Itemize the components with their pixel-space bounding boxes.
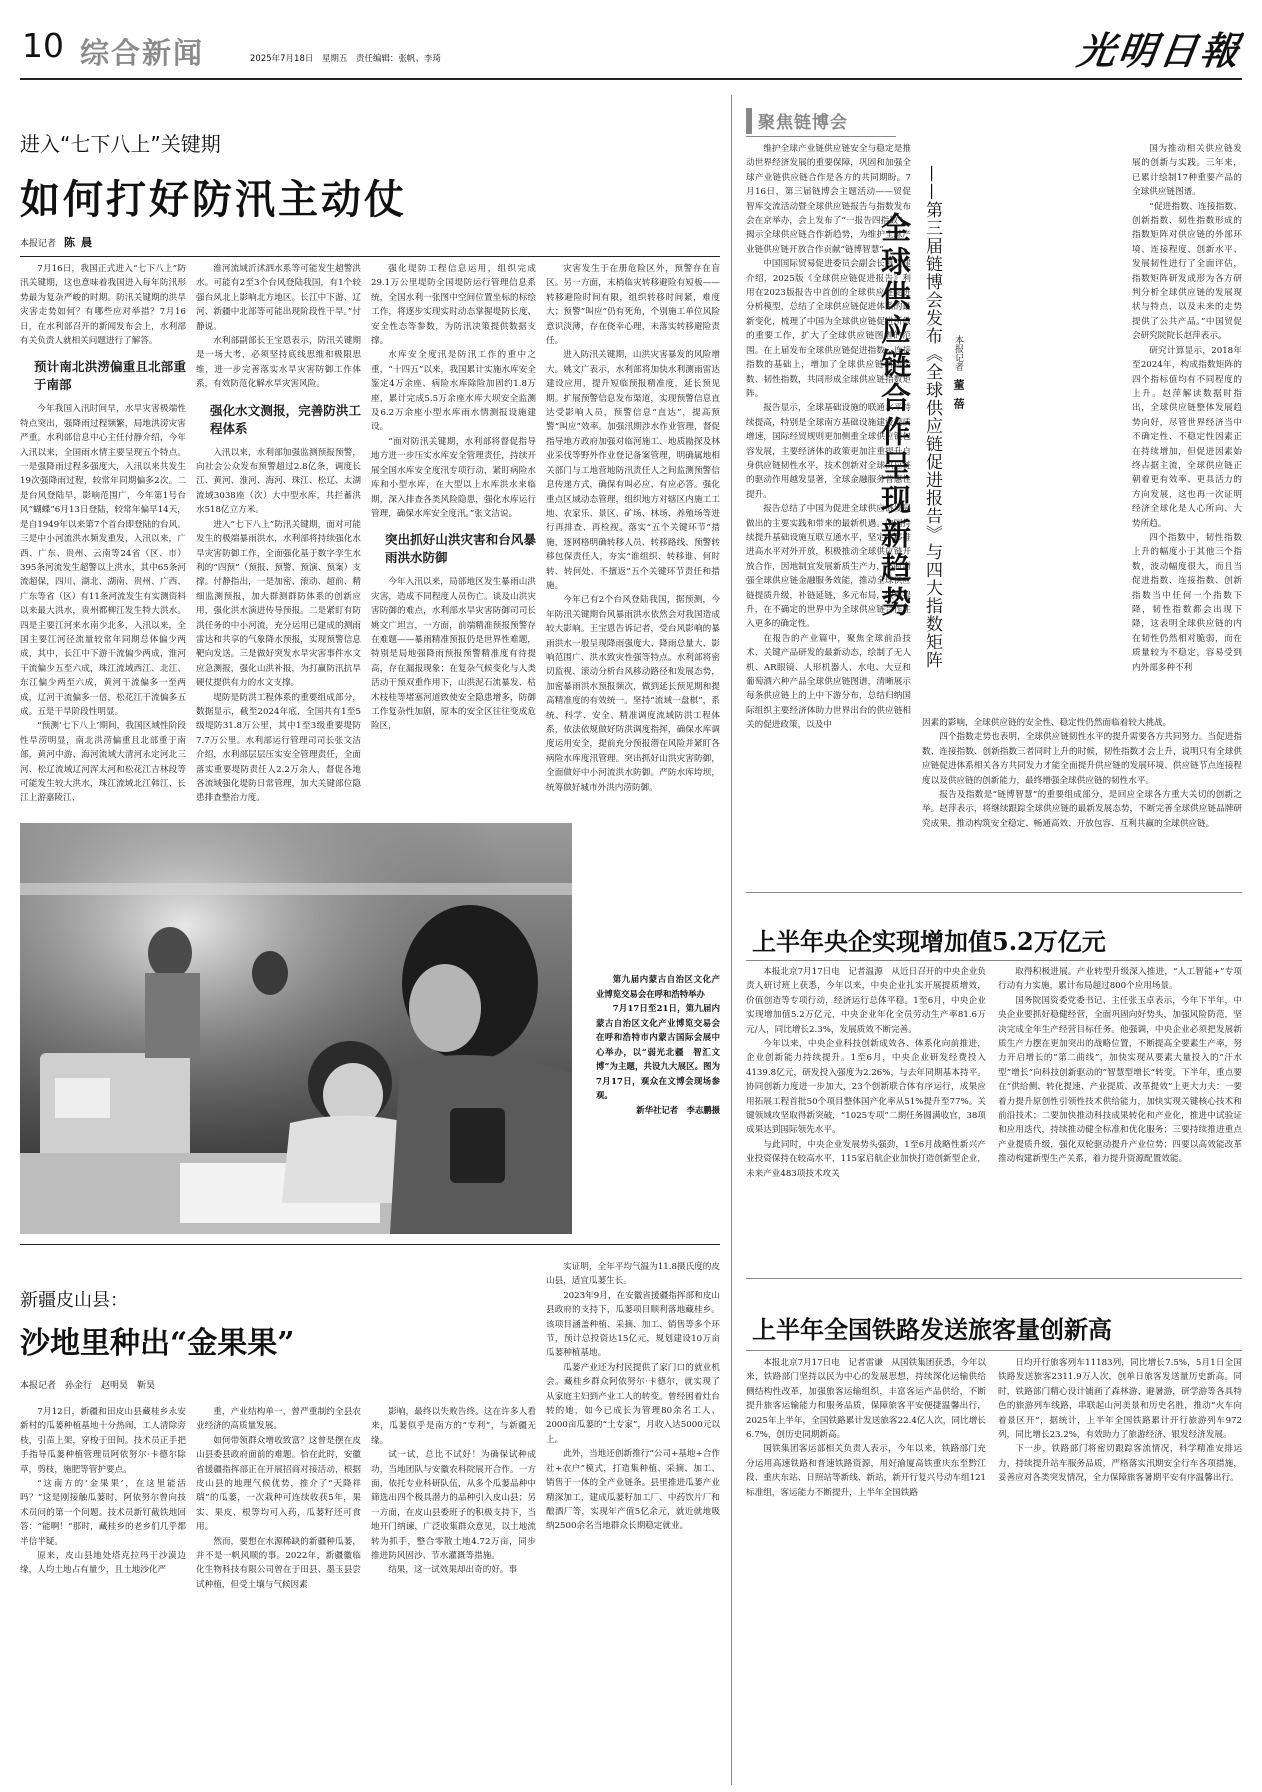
photo-background-person-body	[145, 973, 200, 1058]
paragraph: 结果，这一试效果却出奇的好。事	[388, 1565, 518, 1576]
rail-top-rule	[746, 1278, 1242, 1279]
paragraph: 灾害发生于在册危险区外，预警存在盲区。另一方面，末梢临灾转移避险有短板——转移避险时间有限，组织转移时间紧，难度大；预警“叫应”仍有死角，个别施工单位风险意识淡薄，存在侥幸心理，未落实转移避险责任。	[546, 264, 720, 347]
photo-caption-title: 第九届内蒙古自治区文化产业博览交易会在呼和浩特举办	[596, 974, 720, 999]
paragraph: 报告总结了中国为促进全球供应链发展做出的主要实践和带来的最新机遇。中国持续提升基础设施互联互通水平，坚定不移推进高水平对外开放，积极推动全球供应链开放合作，因地制宜发展新质生产力，不断增强全球供应链金融服务效能，推动全球供应链提质升级，补链延链，多元布局，效率提升，在不确定的世界中为全球供应链合作注入更多的确定性。	[746, 504, 911, 630]
photo-illustration	[20, 823, 572, 1234]
paragraph: 7月12日，新疆和田皮山县藏桂乡永安新村的瓜蒌种植基地十分热闹，工人清除旁枝，引苗上架，穿梭于田间。技术员正手把手指导瓜蒌种植管理员阿依努尔·卡德尔除草，剪枝，施肥等管护要点。	[20, 1407, 186, 1475]
paragraph: 强化堤防工程信息运用，组织完成29.1万公里堤防全国堤防运行管理信息系统，全国水利一张图中空间位置坐标的标绘工作，将逐步实现实时动态掌握堤防长度、安全性态等参数，为防汛决策提供数据支撑。	[371, 264, 536, 347]
paragraph: 因素的影响，全球供应链的安全性、稳定性仍然面临着较大挑战。	[922, 718, 1172, 728]
focus-tag	[746, 108, 906, 134]
paragraph: 中国国际贸易促进委员会副会长聂文建介绍，2025版《全球供应链促进报告》利用在2023版报告中首创的全球供应链促进分析模型，总结了全球供应链促进体系的最新变化，梳理了中国为全球供应链促进所做的重要工作，扩大了全球供应链图谱的范围。在上届发布全球供应链促进指数、连接指数的基础上，增加了全球供应链创新指数、韧性指数，共同形成全球供应链指数矩阵。	[746, 259, 911, 399]
xinjiang-column-3	[371, 1405, 536, 1785]
paragraph: 报告显示，全球基础设施的联通水平持续提高，特别是全球南方基础设施建设提质增速，国际经贸规则更加侧重全球供应链包容发展，主要经济体的政策更加注重提升自身供应链韧性水平，技术创新对全球供应链的驱动作用越发显著，全球金融服务普惠性提升。	[746, 403, 911, 500]
paragraph: 水库安全度汛是防汛工作的重中之重，“十四五”以来，我国累计实施水库安全鉴定4万余座、病险水库除险加固约1.8万座，累计完成5.5万余座水库大坝安全监测及6.2万余座小型水库雨水情测报设施建设。	[371, 350, 536, 433]
soe-headline: 上半年央企实现增加值5.2万亿元	[752, 927, 1106, 956]
paragraph: “促进指数、连接指数、创新指数、韧性指数形成的指数矩阵对供应链的外部环境、连接程度、创新水平、发展韧性进行了全面评估，指数矩阵研发成形为各方研判分析全球供应链的发展现状与特点，以及未来的走势提供了公共产品。”中国贸促会研究院院长赵萍表示。	[1132, 201, 1242, 342]
paragraph: 2023年9月，在安徽省援疆指挥部和皮山县政府的支持下，瓜蒌项目顺利落地藏桂乡。该项目涵盖种植、采摘、加工、销售等多个环节，预计总投资达15亿元，规划建设10万亩瓜蒌种植基地。	[546, 1290, 720, 1359]
rail-column-2	[998, 1356, 1242, 1786]
byline-name: 陈晨	[64, 236, 99, 249]
photo-phone	[450, 1108, 505, 1183]
supply-column-2-top	[1132, 142, 1242, 675]
flood-column-3	[371, 262, 536, 805]
xinjiang-column-4	[546, 1260, 720, 1785]
paragraph: 四个指数中，韧性指数上升的幅度小于其他三个指数，波动幅度很大，而且当促进指数、连接指数、创新指数当中任何一个指数下降，韧性指数都会出现下降，这表明全球供应链的内在韧性仍然相对脆弱，而在质量较为不稳定，容易受到内外部多种不利	[1132, 532, 1242, 673]
flood-headline: 如何打好防汛主动仗	[20, 176, 407, 223]
supply-subtitle: ——第三届链博会发布《全球供应链促进报告》与四大指数矩阵	[922, 165, 942, 669]
flood-divider	[20, 256, 720, 257]
paragraph: 报告及指数是“链博智慧”的重要组成部分，是回应全球各方重大关切的创新之举。赵萍表示，将继续跟踪全球供应链的最新发展态势，不断完善全球供应链品牌研究成果，推动构筑安全稳定、畅通高效、开放包容、互利共赢的全球供应链。	[922, 790, 1242, 829]
soe-headline-rule	[746, 960, 1242, 961]
paragraph: 如何带领群众增收致富？这曾是摆在皮山县委县政府面前的难题。恰在此时，安徽省援疆指挥部正在开展招商对接活动，根据皮山县的地理气候优势，推介了“天降祥瑞”的瓜蒌，一次栽种可连续收获5年，果实、果皮、根等均可入药，瓜蒌籽还可食用。	[196, 1435, 361, 1533]
byline-label: 本报记者	[953, 335, 963, 371]
rail-headline-rule	[746, 1350, 1242, 1351]
paragraph: 进入“七下八上”防汛关键期，面对可能发生的极端暴雨洪水，水利部将持续强化水旱灾害防御工作，全面强化基于数字孪生水利的“四预”（预报、预警、预演、预案）支撑。付静指出，一是加密、滚动、超前、精细监测预报，加大群测群防体系的创新应用，强化洪水演进传导预报。二是紧盯有防洪任务的中小河流，充分运用已建成的测雨雷达和共享的气象降水预报，实现预警信息靶向发送。三是做好突发水旱灾害事件水文应急测报，强化山洪补报，为打赢防汛抗旱硬仗提供有力的水文支撑。	[196, 519, 361, 689]
paragraph: 进入防汛关键期，山洪灾害暴发的风险增大。姚文广表示，水利部将加快水利测雨雷达建设应用，提升短临预报精准度，延长预见期。扩展预警信息发布渠道，实现预警信息直达受影响人员，预警信息“直达”，提高预警“叫应”效率。加强汛期涉水作业管理，督促指导地方政府加强对临河施工、地质勘探及林业采伐等野外作业登记备案管理，明确属地相关部门与工地营地防汛责任人之间监测预警信息传递方式，确保有叫必应、有应必答。强化重点区域动态管理，组织地方对辖区内施工工地、农家乐、景区、矿场、林场、养殖场等进行再排查、再检视。落实“五个关键环节”措施，逐网格明确转移人员、转移路线、预警转移包保责任人，夯实“谁组织、转移谁、何时转、转何处、不擅返”五个关键环节责任和措施。	[546, 350, 720, 591]
photo-caption-text: 7月17日至21日，第九届内蒙古自治区文化产业博览交易会在呼和浩特市内蒙古国际会展中心举办，以“弱光北疆 智汇文博”为主题，共设九大展区。图为7月17日，观众在文博会现场参观。	[596, 1003, 720, 1100]
newspaper-logo: 光明日報	[1074, 28, 1245, 73]
focus-tag-rule	[746, 136, 896, 137]
half-page-divider	[731, 95, 732, 1785]
supply-column-2-bottom	[922, 716, 1242, 878]
paragraph: 瓜蒌产业还为村民提供了家门口的就业机会。藏桂乡群众阿依努尔·卡德尔，就实现了从家庭主妇到产业工人的转变。曾经困着灶台转的她，如今已成长为管理80余名工人、2000亩瓜蒌的“土专家”，月收入达5000元以上。	[546, 1362, 720, 1445]
focus-tag-label: 聚焦链博会	[758, 113, 848, 133]
paragraph: 今年以来，中央企业科技创新成效各、体系化向前推进，企业创新能力持续提升。1至6月，中央企业研发经费投入4139.8亿元，研发投入强度为2.26%，与去年同期基本持平。协同创新力度进一步加大，23个创新联合体有序运行，成果应用拓展工程首批50个项目整体国产化率从51%提升至77%。关键领域攻坚取得新突破，“1025专项”二期任务圆满收官，38项成果达到国际领先水平。	[746, 1039, 986, 1136]
paragraph: 研究计算显示，2018年至2024年，构成指数矩阵的四个指标值均有不同程度的上升。赵萍解读数据时指出，全球供应链整体发展趋势向好，尽管世界经济当中不确定性、不稳定性因素正在持续增加，但促进因素始终占据主流，全球供应链正朝着更有效率、更具活力的方向发展，这也再一次证明经济全球化是人心所向、大势所趋。	[1132, 345, 1242, 529]
paragraph: “面对防汛关键期，水利部将督促指导地方进一步压实水库安全管理责任，持续开展全国水库安全度汛专项行动，紧盯病险水库和小型水库，在大型以上水库洪水来临期，深入排查各类风险隐患，强化水库运行管理，确保水库安全度汛。”张文洁说。	[371, 436, 536, 519]
paragraph: 7月16日，我国正式进入“七下八上”防汛关键期，这也意味着我国进入每年防汛形势最为复杂严峻的时期。防汛关键期的洪旱灾害走势如何？有哪些应对举措？7月16日，在水利部召开的新闻发布会上，水利部有关负责人就相关问题进行了解答。	[20, 264, 186, 347]
paragraph: 影响，最终以失败告终。这在许多人看来，瓜蒌似乎是南方的“专利”，与新疆无缘。	[371, 1407, 536, 1446]
rail-column-1	[746, 1356, 986, 1786]
flood-byline	[20, 234, 98, 250]
paragraph: “这南方的‘金果果’，在这里能活吗？”这是刚接触瓜蒌时，阿依努尔曾向技术员问的第一个问题。技术员新钉截铁地回答：“能啊！”那时，藏桂乡的老乡们几乎都半信半疑。	[20, 1479, 186, 1547]
expo-photo	[20, 823, 572, 1234]
flood-subhead-3: 突出抓好山洪灾害和台风暴雨洪水防御	[385, 532, 536, 566]
flood-column-4	[546, 262, 720, 805]
paragraph: 实证明，全年平均气温为11.8摄氏度的皮山县，适宜瓜蒌生长。	[546, 1262, 720, 1287]
paragraph: 水利部副部长王宝恩表示，防汛关键期是一场大考，必须坚持底线思维和极限思维，进一步完善落实水旱灾害防御工作体系，有效防范化解水旱灾害风险。	[196, 336, 361, 390]
paragraph: 在报告的产业篇中，聚焦全球前沿技术、关键产品研发的最新动态，绘制了无人机、AR眼镜、人形机器人、水电、大豆和葡萄酒六种产品全球供应链图谱，清晰展示每条供应链上的上中下游分布，总结归纳国际组织主要经济体助力世界出台的供应链相关的促进政策，以及中	[746, 633, 911, 731]
supply-byline	[950, 335, 966, 515]
section-title: 综合新闻	[80, 36, 205, 70]
paragraph: 取得积极进展。产业转型升级深入推进，“人工智能+”专项行动有力实施，累计布局超过800个应用场景。	[998, 967, 1242, 992]
paragraph: 下一步，铁路部门将密切跟踪客流情况，科学精准安排运力，持续提升站车服务品质，严格落实汛期安全行车各项措施，妥善应对各类突发情况，全力保障旅客暑期平安有序温馨出行。	[998, 1444, 1242, 1484]
paragraph: 今年我国入汛时间早，水旱灾害极端性特点突出，强降雨过程频繁，局地洪涝灾害严重。水利部信息中心主任付静介绍，今年入汛以来，全国雨水情主要呈现五个特点。一是强降雨过程多强度大，入汛以来共发生19次强降雨过程，较常年同期偏多2次。二是台风登陆早，影响范围广，今年第1号台风“蝴蝶”6月13日登陆，较常年偏早14天，是自1949年以来第7个首台即登陆的台风。三是中小河流洪水频发重发，入汛以来，广西、广东、贵州、云南等24省（区、市）395条河流发生超警以上洪水，其中65条河流超保，四川、湖北、湖南、贵州、广西、广东等省（区）有11条河流发生有实测资料以来最大洪水，贵州都柳江发生特大洪水。四是主要江河来水南少北多，入汛以来，全国主要江河径流量较常年同期总体偏少两成，其中，长江中下游干流偏少两成，淮河干流偏少五至六成，珠江流域西江、北江、东江偏少两至六成，黄河干流偏多一至两成，辽河干流偏多一倍，松花江干流偏多五成。五是干旱阶段性明显。	[20, 404, 186, 717]
flood-kicker: 进入“七下八上”关键期	[20, 132, 221, 156]
xinjiang-headline: 沙地里种出“金果果”	[20, 1326, 295, 1361]
paragraph: 国务院国资委党委书记、主任张玉卓表示，今年下半年，中央企业要抓好稳健经营，全面巩固向好势头，加强风险防范，坚决完成全年生产经营目标任务。他强调，中央企业必须把发展新质生产力摆在更加突出的战略位置，不断提高全要素生产率，努力开启增长的“第二曲线”，加快实现从要素大量投入的“汗水型”增长“向科技创新驱动的”智慧型增长“转变。下半年，重点要在“供给侧、转化提速、产业提质、改革提效”上更大力夫：一要着力提升原创性引领性技术供给能力，加快实现关键核心技术和前沿技术；二要加快推动科技成果转化和产业化，推进中试验证和应用迭代，持续推动健全标准和优化服务；三要持续推进重点产业提质升级，强化双轮驱动提升产业位势；四要以高效能改革推动构建新型生产关系，着力提升资源配置效能。	[998, 995, 1242, 1165]
photo-caption	[596, 972, 720, 1212]
photo-screen	[55, 1078, 110, 1118]
paragraph: 维护全球产业链供应链安全与稳定是推动世界经济发展的重要保障，巩固和加强全球产业链供应链合作是各方的共同期盼。7月16日，第三届链博会主题活动——贸促智库交流活动暨全球供应链报告与指数发布会在京举办，会上发布了“一报告四指数”，揭示全球供应链合作新趋势，为维护全球产业链供应链开放合作贡献“链博智慧”。	[746, 144, 911, 255]
paragraph: 原来，皮山县地处塔克拉玛干沙漠边缘，人均土地占有量少，且土地沙化严	[20, 1551, 186, 1576]
byline-label: 本报记者	[20, 239, 57, 249]
paragraph: 重，产业结构单一，曾严重制约全县农业经济的高质量发展。	[196, 1407, 361, 1432]
flood-subhead-2: 强化水文测报，完善防洪工程体系	[210, 402, 361, 436]
paragraph: 然而，要想在水源稀缺的新疆种瓜蒌，并不是一帆风顺的事。2022年，新疆徽临化生物科技有限公司曾在于田县、墨玉县尝试种植，但受土壤与气候因素	[196, 1536, 361, 1590]
soe-column-1	[746, 965, 986, 1265]
photo-adult-face	[409, 964, 481, 1052]
page-number: 10	[22, 26, 64, 65]
flood-subhead-1: 预计南北洪涝偏重且北部重于南部	[34, 359, 186, 393]
paragraph: 本报北京7月17日电 记者雷谦 从国铁集团获悉，今年以来，铁路部门坚持以民为中心的发展思想，持续深化运输供给侧结构性改革，加强旅客运输组织，丰富客运产品供给，不断提升旅客运输能力和服务品质，保障旅客平安便捷温馨出行，2025年上半年，全国铁路累计发送旅客22.4亿人次，同比增长6.7%，创历史同期新高。	[746, 1358, 986, 1441]
paragraph: 国铁集团客运部相关负责人表示，今年以来，铁路部门充分运用高速铁路和普速铁路资源，用好渝厦高铁重庆东至黔江段、重庆东站、日照站等新线、新站，新开行复兴号动车组121标准组，客运能力不断提升，上半年全国铁路	[746, 1444, 986, 1498]
paragraph: 此外，当地还创新推行“公司+基地+合作社+农户”模式，打造集种植、采摘、加工、销售于一体的全产业链条。县里推进瓜蒌产业精深加工，建成瓜蒌籽加工厂、中药饮片厂和酿酒厂等，实现年产值5亿余元，就近就地吸纳2500余名当地群众长期稳定就业。	[546, 1449, 720, 1532]
byline-name: 董蓓	[952, 379, 965, 417]
photo-credit: 新华社记者 李志鹏摄	[636, 1104, 720, 1115]
photo-shelf	[20, 883, 572, 895]
soe-column-2	[998, 965, 1242, 1265]
bottom-left-divider	[20, 1244, 720, 1245]
supply-headline: 全球供应链合作呈现新趋势	[875, 212, 910, 620]
photo-background-person-2	[252, 951, 288, 995]
flood-column-2	[196, 262, 361, 805]
paragraph: 试一试，总比不试好！为确保试种成功，当地团队与安徽农科院展开合作。一方面，依托专业科研队伍，从多个瓜蒌品种中筛选出四个极具潜力的品种引入皮山县；另一方面，在皮山县委班子的积极支持下，当地开门纳谏，广泛收集群众意见，以土地流转为抓手，整合零散土地4.72万亩，同步推进防风固沙、节水灌溉等措施。	[371, 1450, 536, 1562]
xinjiang-byline: 本报记者 孙金行 赵明昊 靳昊	[20, 1381, 156, 1391]
paragraph: 入汛以来，水利部加强监测预报预警，向社会公众发布预警超过2.8亿条，调度长江、黄河、淮河、海河、珠江、松辽、太湖流域3038座（次）大中型水库，共拦蓄洪水518亿立方米。	[196, 447, 361, 516]
paragraph: 与此同时，中央企业发展势头强劲，1至6月战略性新兴产业投资保持在较高水平，115家启航企业加快打造创新型企业，未来产业483项技术攻关	[746, 1139, 986, 1179]
paragraph: 国为推动相关供应链发展的创新与实践。三年来，已累计绘制17种重要产品的全球供应链图谱。	[1132, 144, 1242, 198]
paragraph: 淮河流域沂沭泗水系等可能发生超警洪水。可能有2至3个台风登陆我国，有1个较强台风北上影响北方地区。长江中下游、辽河、新疆中北部等可能出现阶段性干旱。”付静说。	[196, 264, 361, 332]
rail-headline: 上半年全国铁路发送旅客量创新高	[752, 1315, 1112, 1344]
paragraph: 堤防是防洪工程体系的重要组成部分，数据显示，截至2024年底，全国共有1至5级堤防31.8万公里，其中1至3级重要堤防7.7万公里。水利部运行管理司司长张文洁介绍，水利部层层压实安全管理责任，全面落实重要堤防责任人2.2万余人，督促各地各流域强化堤防日常管理，加大关键部位隐患排查整治力度。	[196, 692, 361, 804]
xinjiang-column-2	[196, 1405, 361, 1785]
soe-top-rule	[746, 892, 1242, 893]
paragraph: 今年入汛以来，局部地区发生暴雨山洪灾害，造成不同程度人员伤亡。谈及山洪灾害防御的难点，水利部水旱灾害防御司司长姚文广坦言，一方面，前端精准预报预警存在难题——暴雨精准预报仍是世界性难题，特别是局地强降雨预报预警精准度有待提高，存在漏报现象；在复杂气候变化与人类活动干预双重作用下，山洪泥石流暴发、枯木枝桂等堵塞河道致使安全隐患增多，防御工作复杂性加剧，原本的安全区往往变成危险区，	[371, 577, 536, 732]
paragraph: 本报北京7月17日电 记者温源 从近日召开的中央企业负责人研讨班上获悉，今年以来，中央企业扎实开展提质增效，价值创造等专项行动，经济运行总体平稳。1至6月，中央企业实现增加值5.2万亿元，中央企业年化全员劳动生产率81.6万元/人，同比增长2.3%，发展质效不断完善。	[746, 967, 986, 1035]
paragraph: 今年已有2个台风登陆我国，据预测，今年防汛关键期台风暴雨洪水依然会对我国造成较大影响。王宝恩告诉记者，受台风影响的暴雨洪水一般呈现降雨强度大、降雨总量大、影响范围广、洪水致灾性强等特点。水利部将密切监视、滚动分析台风移动路径和发展态势，加密暴雨洪水预报频次，做到延长预见期和提高精准度的有效统一。坚持“流域一盘棋”，系统、科学、安全、精准调度流域防洪工程体系，依法依规做好防洪调度指挥，确保水库调度运用安全，提前充分预报潜在风险并紧盯各病险水库度汛管理。突出抓好山洪灾害防御，全面做好中小河流洪水防御。严防水库垮坝，统筹做好城市外洪内涝防御。	[546, 595, 720, 793]
xinjiang-kicker: 新疆皮山县：	[20, 1290, 128, 1311]
paragraph: 四个指数走势也表明，全球供应链韧性水平的提升需要各方共同努力。当促进指数、连接指数、创新指数三者同时上升的时候，韧性指数才会上升，说明只有全球供应链促进体系相关各方共同发力才能全面提升供应链的发展环境、供应链节点连接程度以及供应链的创新能力，最终增强全球供应链的韧性水平。	[922, 732, 1242, 786]
paragraph: “预测‘七下八上’期间，我国区域性阶段性旱涝明显，南北洪涝偏重且北部重于南部，黄河中游、海河流域大清河永定河北三河、松辽流域辽河浑太河和松花江吉林段等可能发生较大洪水，珠江流域北江韩江、长江上游嘉陵江、	[20, 721, 186, 804]
flood-column-1	[20, 262, 186, 805]
masthead-rule	[20, 78, 1242, 80]
paragraph: 日均开行旅客列车11183列，同比增长7.5%，5月1日全国铁路发送旅客2311.9万人次，创单日旅客发送量历史新高。同时，铁路部门精心设计铺画了森林游、避暑游，研学游等各具特色的旅游列车线路，串联起山河美景和历史名胜，推动“火车向着景区开”，据统计，上半年全国铁路累计开行旅游列车972列，同比增长23.2%，有效助力了旅游经济、银发经济发展。	[998, 1358, 1242, 1441]
dateline: 2025年7月18日 星期五 责任编辑：张帆、李琦	[250, 54, 441, 64]
photo-background-person	[148, 927, 192, 979]
xinjiang-column-1	[20, 1405, 186, 1785]
